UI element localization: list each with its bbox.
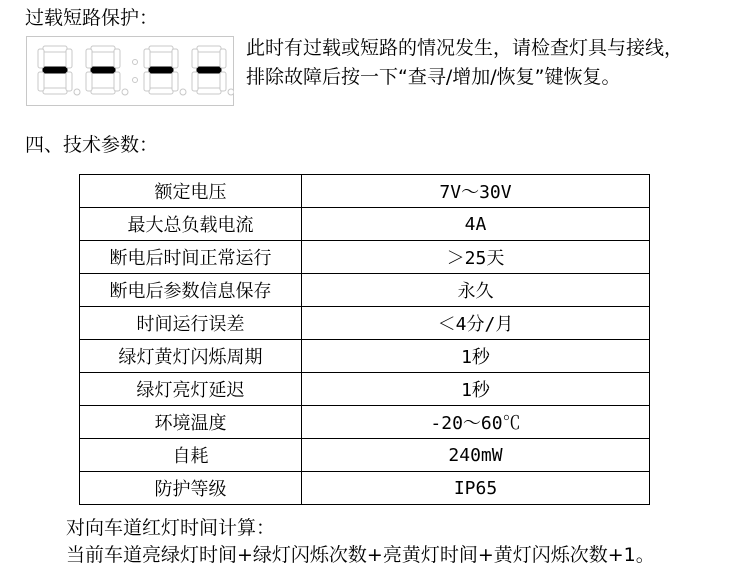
spec-value: ＜4分/月 bbox=[302, 307, 650, 340]
spec-name: 绿灯黄灯闪烁周期 bbox=[80, 340, 302, 373]
spec-value: IP65 bbox=[302, 472, 650, 505]
display-segment-dim bbox=[66, 49, 72, 68]
tech-specs-heading: 四、技术参数： bbox=[25, 134, 159, 156]
table-row bbox=[80, 439, 650, 472]
overload-heading: 过载短路保护： bbox=[25, 7, 159, 29]
seven-segment-display bbox=[26, 36, 234, 106]
spec-name: 自耗 bbox=[80, 439, 302, 472]
calculation-title: 对向车道红灯时间计算： bbox=[66, 517, 276, 539]
spec-name: 绿灯亮灯延迟 bbox=[80, 373, 302, 406]
table-row bbox=[80, 406, 650, 439]
spec-value: -20～60℃ bbox=[302, 406, 650, 439]
overload-description-line-1: 此时有过载或短路的情况发生，请检查灯具与接线， bbox=[246, 37, 684, 59]
display-segment-dim bbox=[192, 72, 198, 91]
tech-specs-table bbox=[79, 174, 650, 505]
spec-value: 7V～30V bbox=[302, 175, 650, 208]
spec-value: 1秒 bbox=[302, 373, 650, 406]
display-segment-lit bbox=[43, 67, 67, 73]
spec-value: 永久 bbox=[302, 274, 650, 307]
display-decimal-point bbox=[122, 89, 128, 95]
display-segment-dim bbox=[43, 88, 67, 94]
display-segment-dim bbox=[86, 72, 92, 91]
table-row bbox=[80, 373, 650, 406]
spec-name: 环境温度 bbox=[80, 406, 302, 439]
display-segment-dim bbox=[144, 72, 150, 91]
display-decimal-point bbox=[228, 89, 234, 95]
table-row bbox=[80, 340, 650, 373]
display-segment-dim bbox=[197, 88, 221, 94]
display-segment-lit bbox=[149, 67, 173, 73]
table-row bbox=[80, 472, 650, 505]
red-light-calculation bbox=[66, 515, 655, 569]
spec-value: 4A bbox=[302, 208, 650, 241]
display-segment-dim bbox=[197, 46, 221, 52]
display-segment-dim bbox=[192, 49, 198, 68]
spec-value: 1秒 bbox=[302, 340, 650, 373]
spec-name: 额定电压 bbox=[80, 175, 302, 208]
display-segment-dim bbox=[220, 72, 226, 91]
display-segment-dim bbox=[172, 49, 178, 68]
display-segment-dim bbox=[86, 49, 92, 68]
table-row bbox=[80, 274, 650, 307]
display-decimal-point bbox=[180, 89, 186, 95]
spec-name: 断电后参数信息保存 bbox=[80, 274, 302, 307]
display-segment-lit bbox=[91, 67, 115, 73]
spec-name: 防护等级 bbox=[80, 472, 302, 505]
display-segment-dim bbox=[38, 49, 44, 68]
display-segment-dim bbox=[114, 72, 120, 91]
display-segment-dim bbox=[144, 49, 150, 68]
display-segment-dim bbox=[114, 49, 120, 68]
display-segment-dim bbox=[91, 46, 115, 52]
display-segment-dim bbox=[149, 46, 173, 52]
spec-value: 240mW bbox=[302, 439, 650, 472]
spec-name: 时间运行误差 bbox=[80, 307, 302, 340]
display-segment-dim bbox=[91, 88, 115, 94]
spec-value: ＞25天 bbox=[302, 241, 650, 274]
display-segment-dim bbox=[172, 72, 178, 91]
display-segment-lit bbox=[197, 67, 221, 73]
display-segment-dim bbox=[38, 72, 44, 91]
display-decimal-point bbox=[74, 89, 80, 95]
table-row bbox=[80, 208, 650, 241]
calculation-formula: 当前车道亮绿灯时间+绿灯闪烁次数+亮黄灯时间+黄灯闪烁次数+1。 bbox=[66, 544, 655, 566]
display-segment-dim bbox=[149, 88, 173, 94]
overload-description-line-2: 排除故障后按一下“查寻/增加/恢复”键恢复。 bbox=[246, 66, 621, 88]
table-row bbox=[80, 241, 650, 274]
table-row bbox=[80, 175, 650, 208]
overload-description bbox=[246, 34, 683, 92]
display-colon-dot bbox=[133, 78, 138, 83]
spec-name: 最大总负载电流 bbox=[80, 208, 302, 241]
display-colon-dot bbox=[133, 60, 138, 65]
table-row bbox=[80, 307, 650, 340]
spec-name: 断电后时间正常运行 bbox=[80, 241, 302, 274]
display-segment-dim bbox=[43, 46, 67, 52]
display-segment-dim bbox=[66, 72, 72, 91]
display-segment-dim bbox=[220, 49, 226, 68]
